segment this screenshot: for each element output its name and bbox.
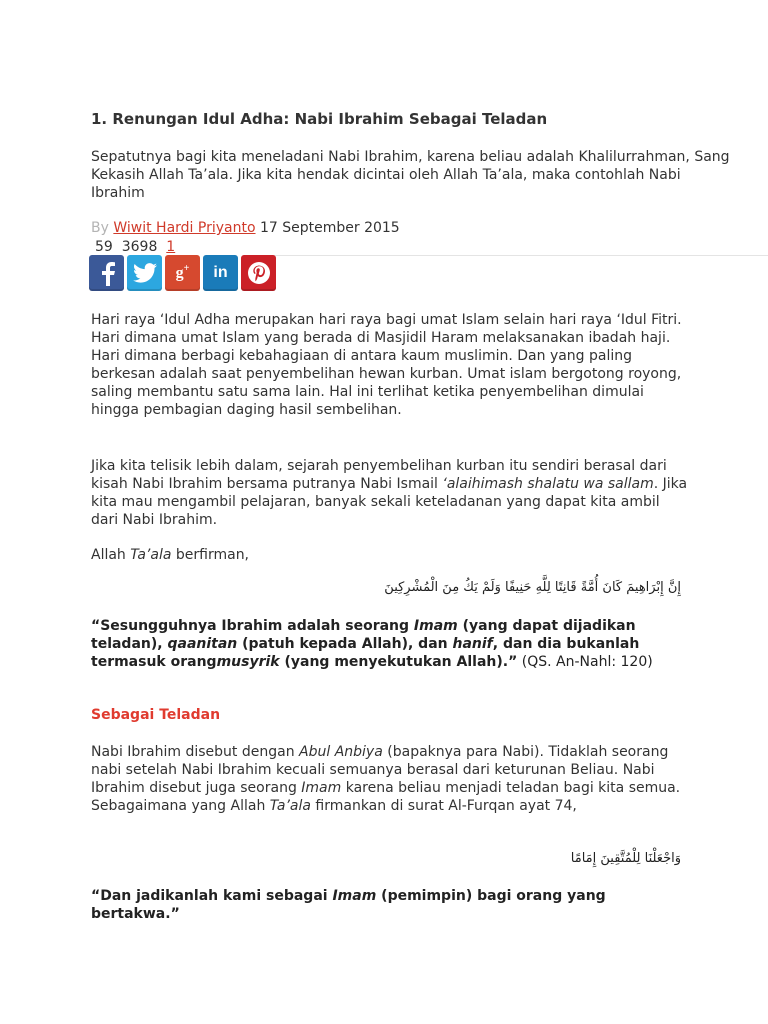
linkedin-share-button[interactable] — [203, 255, 238, 291]
arabic-verse-1: إِنَّ إِبْرَاهِيمَ كَانَ أُمَّةً قَانِتًا لِلَّهِ حَنِيفًا وَلَمْ يَكُ مِنَ الْمُشْرِكِينَ — [384, 580, 681, 595]
quote-1-part: , dan dia bukanlah termasuk orang — [91, 636, 640, 670]
article-title: 1. Renungan Idul Adha: Nabi Ibrahim Sebagai Teladan — [91, 110, 548, 128]
google-plus-share-button[interactable] — [165, 255, 200, 291]
count-second: 3698 — [121, 239, 158, 255]
quote-1-italic: musyrik — [216, 654, 280, 670]
paragraph-1: Hari raya ‘Idul Adha merupakan hari raya bagi umat Islam selain hari raya ‘Idul Fitri. Hari dimana umat Islam yang berada di Masjidil Haram melaksanakan ibadah haji. Hari dimana berbagi kebahagiaan di antara kaum muslimin. Dan yang paling berkesan adalah saat penyembelihan hewan kurban. Umat islam bergotong royong, saling membantu satu sama lain. Hal ini terlihat ketika penyembelihan dimulai hingga pembagian daging hasil sembelihan. — [91, 312, 682, 418]
section-title: Sebagai Teladan — [91, 707, 221, 723]
facebook-icon — [97, 260, 117, 286]
quote-1-italic: qaanitan — [167, 636, 238, 652]
publish-date: 17 September 2015 — [259, 220, 400, 236]
pinterest-icon — [247, 261, 271, 285]
author-link[interactable]: Wiwit Hardi Priyanto — [113, 220, 256, 236]
quote-1-italic: hanif — [452, 636, 493, 652]
paragraph-4-italic: Imam — [301, 780, 342, 796]
paragraph-4-part: karena beliau menjadi teladan bagi kita semua. Sebagaimana yang Allah — [91, 780, 681, 814]
paragraph-3 — [91, 546, 691, 564]
quote-2-part: “Dan jadikanlah kami sebagai — [91, 888, 333, 904]
quote-1-reference: (QS. An-Nahl: 120) — [517, 654, 653, 670]
byline — [91, 219, 400, 237]
quote-2-part: (pemimpin) bagi orang yang bertakwa.” — [91, 888, 606, 922]
quote-1-part: (patuh kepada Allah), dan — [237, 636, 453, 652]
paragraph-4 — [91, 743, 691, 815]
quote-1-part: “Sesungguhnya Ibrahim adalah seorang — [91, 618, 414, 634]
paragraph-2-text-end: . Jika kita mau mengambil pelajaran, banyak sekali keteladanan yang dapat kita ambil dari Nabi Ibrahim. — [91, 476, 688, 528]
quote-1-part: (yang menyekutukan Allah).” — [279, 654, 518, 670]
quote-1 — [91, 617, 691, 671]
facebook-share-button[interactable] — [89, 255, 124, 291]
paragraph-4-italic: Ta’ala — [269, 798, 311, 814]
share-buttons — [89, 255, 276, 293]
paragraph-4-part: Nabi Ibrahim disebut dengan — [91, 744, 300, 760]
share-counts — [95, 238, 175, 256]
paragraph-4-part: (bapaknya para Nabi). Tidaklah seorang nabi setelah Nabi Ibrahim kecuali semuanya berasal dari keturunan Beliau. Nabi Ibrahim disebut juga seorang — [91, 744, 669, 796]
paragraph-3-text: Allah — [91, 547, 131, 563]
paragraph-2 — [91, 457, 691, 529]
arabic-verse-2: وَاجْعَلْنَا لِلْمُتَّقِينَ إِمَامًا — [570, 851, 681, 866]
paragraph-4-italic: Abul Anbiya — [299, 744, 383, 760]
divider — [270, 255, 768, 256]
article-subtitle: Sepatutnya bagi kita meneladani Nabi Ibrahim, karena beliau adalah Khalilurrahman, Sang Kekasih Allah Ta’ala. Jika kita hendak dicintai oleh Allah Ta’ala, maka contohlah Nabi Ibrahim — [91, 149, 730, 201]
paragraph-2-text: Jika kita telisik lebih dalam, sejarah penyembelihan kurban itu sendiri berasal dari kisah Nabi Ibrahim bersama putranya Nabi Ismail — [91, 458, 667, 492]
by-label: By — [91, 220, 109, 236]
count-first: 59 — [95, 239, 113, 255]
paragraph-4-part: firmankan di surat Al-Furqan ayat 74, — [310, 798, 577, 814]
twitter-share-button[interactable] — [127, 255, 162, 291]
quote-1-part: (yang dapat dijadikan teladan), — [91, 618, 636, 652]
comments-count-link[interactable]: 1 — [166, 239, 176, 255]
linkedin-icon: in — [213, 264, 228, 281]
paragraph-3-text-end: berfirman, — [171, 547, 250, 563]
paragraph-3-italic: Ta’ala — [130, 547, 172, 563]
quote-1-italic: Imam — [413, 618, 458, 634]
quote-2-italic: Imam — [332, 888, 377, 904]
twitter-icon — [133, 263, 157, 283]
quote-2 — [91, 887, 691, 923]
paragraph-2-italic: ‘alaihimash shalatu wa sallam — [442, 476, 654, 492]
google-plus-icon: g+ — [175, 263, 190, 282]
pinterest-share-button[interactable] — [241, 255, 276, 291]
